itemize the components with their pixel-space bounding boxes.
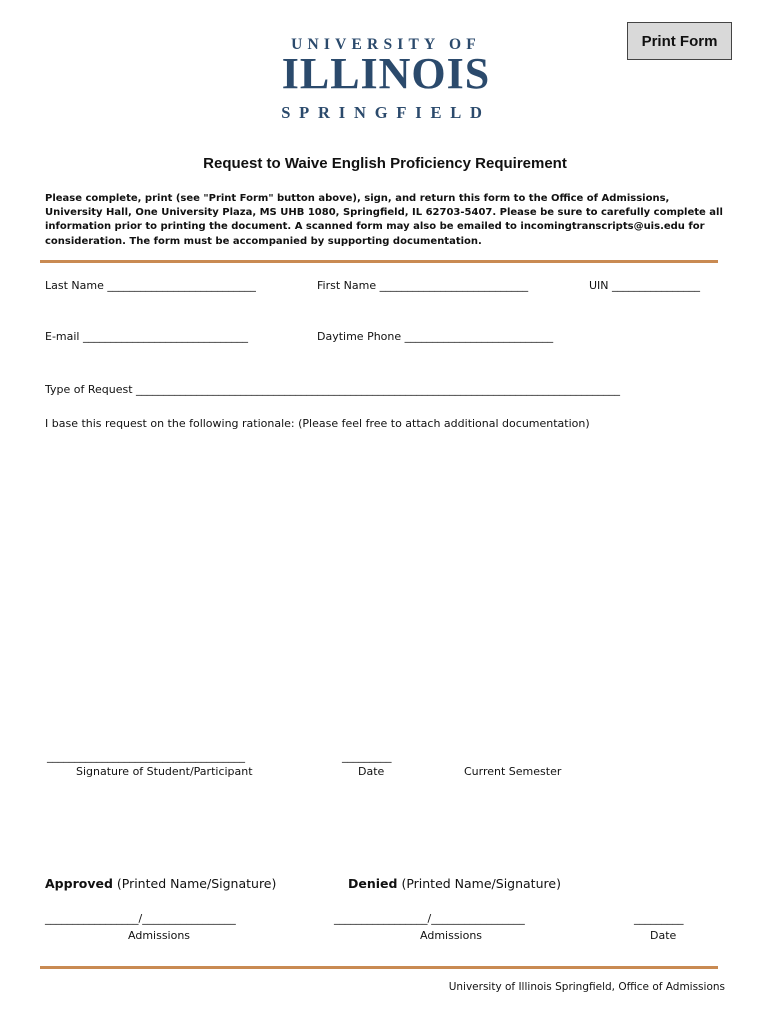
logo-line-illinois: ILLINOIS: [281, 49, 491, 98]
date-line[interactable]: _________: [342, 750, 392, 763]
approved-admissions-label: Admissions: [128, 929, 191, 942]
approval-date-label: Date: [650, 929, 677, 942]
denied-signature-line[interactable]: _________________/_________________: [334, 912, 525, 925]
approved-bold-label: Approved: [45, 876, 113, 891]
instructions-text: Please complete, print (see "Print Form" button above), sign, and return this form to the Office of Admissions, University Hall, One University Plaza, MS UHB 1080, Springfield, IL 62703-5407. Please be sure to carefully complete all information prior to printing the document. A scanned form may also be emailed to incomingtranscripts@uis.edu for consideration. The form must be accompanied by supporting documentation.: [45, 193, 723, 247]
logo-line-springfield: SPRINGFIELD: [281, 103, 491, 122]
approved-suffix: (Printed Name/Signature): [112, 876, 277, 891]
approved-signature-line[interactable]: _________________/_________________: [45, 912, 236, 925]
university-logo: [270, 36, 502, 126]
signature-line[interactable]: ____________________________________: [47, 750, 245, 763]
rationale-area[interactable]: [45, 440, 717, 740]
denied-suffix: (Printed Name/Signature): [397, 876, 561, 891]
current-semester-label: Current Semester: [464, 765, 562, 778]
last-name-field[interactable]: Last Name ___________________________: [45, 279, 256, 292]
email-field[interactable]: E-mail ______________________________: [45, 330, 248, 343]
logo-line-university-of: UNIVERSITY OF: [291, 36, 481, 53]
approved-heading: [45, 876, 276, 891]
approval-date-line[interactable]: _________: [634, 912, 684, 925]
type-of-request-field[interactable]: Type of Request ________________________________________________________________________________________: [45, 383, 621, 396]
denied-admissions-label: Admissions: [420, 929, 483, 942]
uin-field[interactable]: UIN ________________: [589, 279, 701, 292]
rationale-label: I base this request on the following rationale: (Please feel free to attach additional documentation): [45, 417, 590, 430]
print-form-button[interactable]: Print Form: [627, 22, 732, 60]
daytime-phone-field[interactable]: Daytime Phone ___________________________: [317, 330, 554, 343]
footer-text: University of Illinois Springfield, Office of Admissions: [448, 981, 725, 993]
signature-label: Signature of Student/Participant: [76, 765, 253, 778]
denied-bold-label: Denied: [348, 876, 398, 891]
top-divider: [40, 260, 718, 263]
denied-heading: [348, 876, 561, 891]
bottom-divider: [40, 966, 718, 969]
date-label: Date: [358, 765, 385, 778]
form-title: Request to Waive English Proficiency Requirement: [203, 155, 567, 172]
first-name-field[interactable]: First Name ___________________________: [317, 279, 529, 292]
